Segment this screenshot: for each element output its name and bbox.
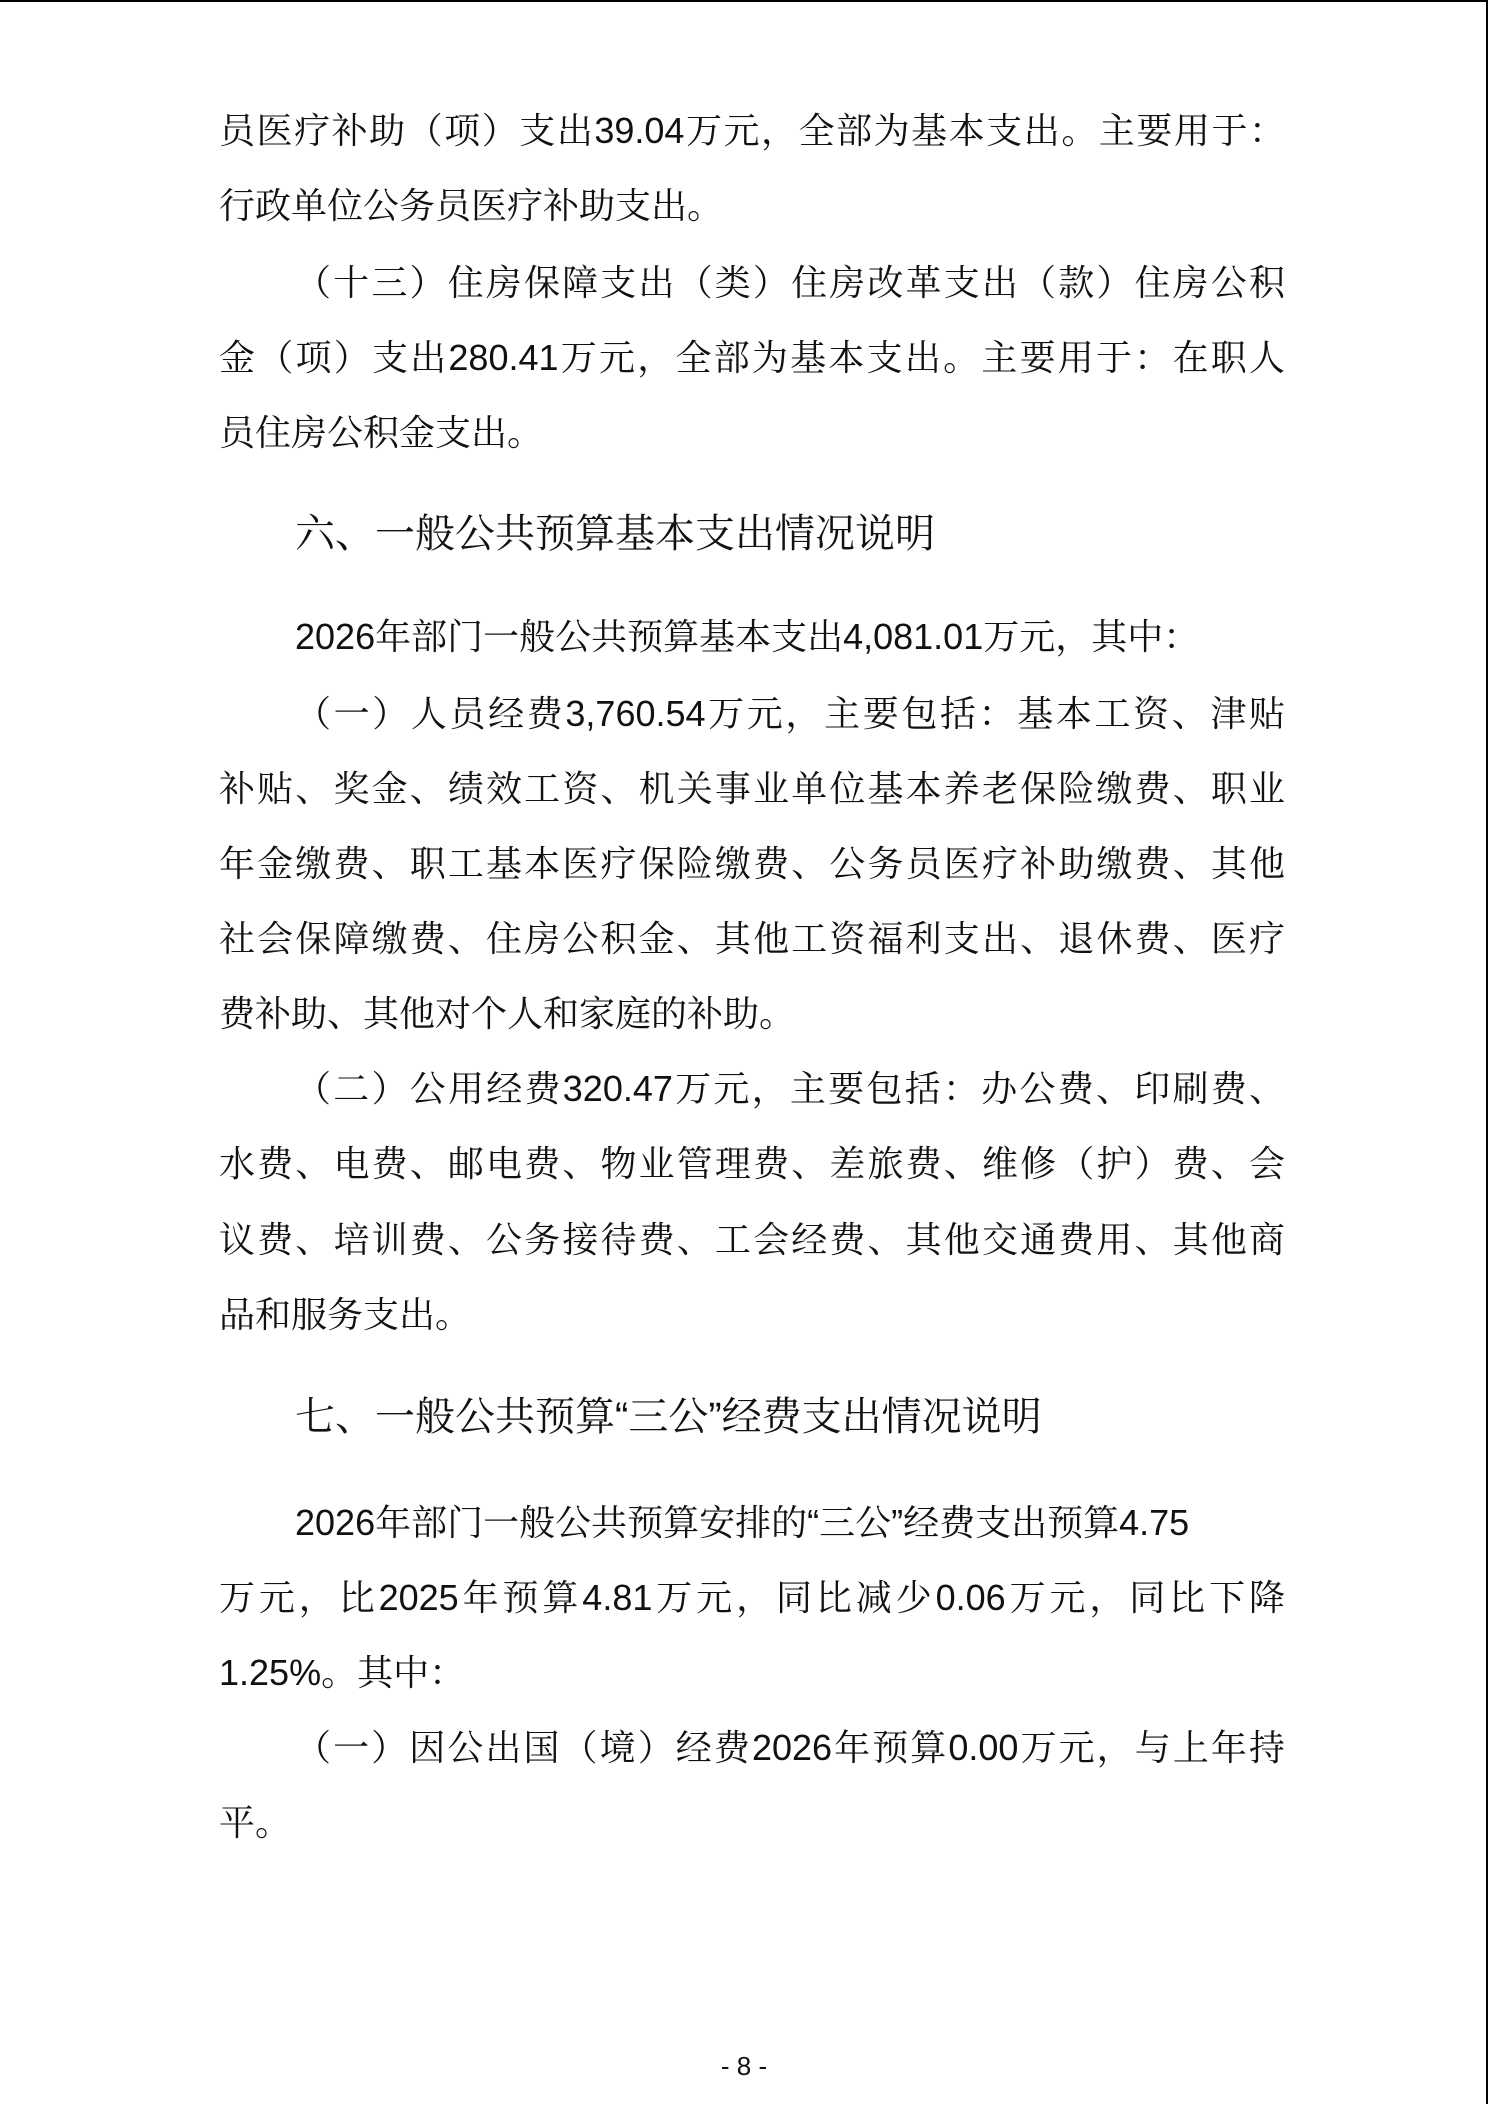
text-line: 费补助、其他对个人和家庭的补助。 bbox=[219, 993, 796, 1034]
section-heading: 七、一般公共预算“三公”经费支出情况说明 bbox=[295, 1395, 1042, 1439]
text-line: 2026年部门一般公共预算基本支出4,081.01万元，其中： bbox=[295, 616, 1200, 657]
text-line: 行政单位公务员医疗补助支出。 bbox=[219, 185, 724, 226]
text-line: 1.25%。其中： bbox=[219, 1652, 466, 1693]
text-line: 补贴、奖金、绩效工资、机关事业单位基本养老保险缴费、职业 bbox=[219, 768, 1285, 809]
text-line: 员医疗补助（项）支出39.04万元，全部为基本支出。主要用于： bbox=[219, 110, 1285, 151]
text-line: 品和服务支出。 bbox=[219, 1294, 472, 1335]
text-line: 议费、培训费、公务接待费、工会经费、其他交通费用、其他商 bbox=[219, 1219, 1285, 1260]
section-heading: 六、一般公共预算基本支出情况说明 bbox=[295, 512, 935, 556]
text-line: （十三）住房保障支出（类）住房改革支出（款）住房公积 bbox=[295, 262, 1285, 303]
text-line: 金（项）支出280.41万元，全部为基本支出。主要用于：在职人 bbox=[219, 337, 1285, 378]
text-line: （一）人员经费3,760.54万元，主要包括：基本工资、津贴 bbox=[295, 693, 1285, 734]
page-number: - 8 - bbox=[720, 2051, 768, 2081]
text-line: 员住房公积金支出。 bbox=[219, 412, 544, 453]
text-line: 社会保障缴费、住房公积金、其他工资福利支出、退休费、医疗 bbox=[219, 918, 1285, 959]
text-line: 2026年部门一般公共预算安排的“三公”经费支出预算4.75 bbox=[295, 1502, 1190, 1543]
text-line: 平。 bbox=[219, 1802, 292, 1843]
text-line: 年金缴费、职工基本医疗保险缴费、公务员医疗补助缴费、其他 bbox=[219, 843, 1285, 884]
text-line: 水费、电费、邮电费、物业管理费、差旅费、维修（护）费、会 bbox=[219, 1143, 1285, 1184]
text-line: 万元，比2025年预算4.81万元，同比减少0.06万元，同比下降 bbox=[219, 1577, 1285, 1618]
text-line: （二）公用经费320.47万元，主要包括：办公费、印刷费、 bbox=[295, 1068, 1285, 1109]
text-line: （一）因公出国（境）经费2026年预算0.00万元，与上年持 bbox=[295, 1727, 1285, 1768]
